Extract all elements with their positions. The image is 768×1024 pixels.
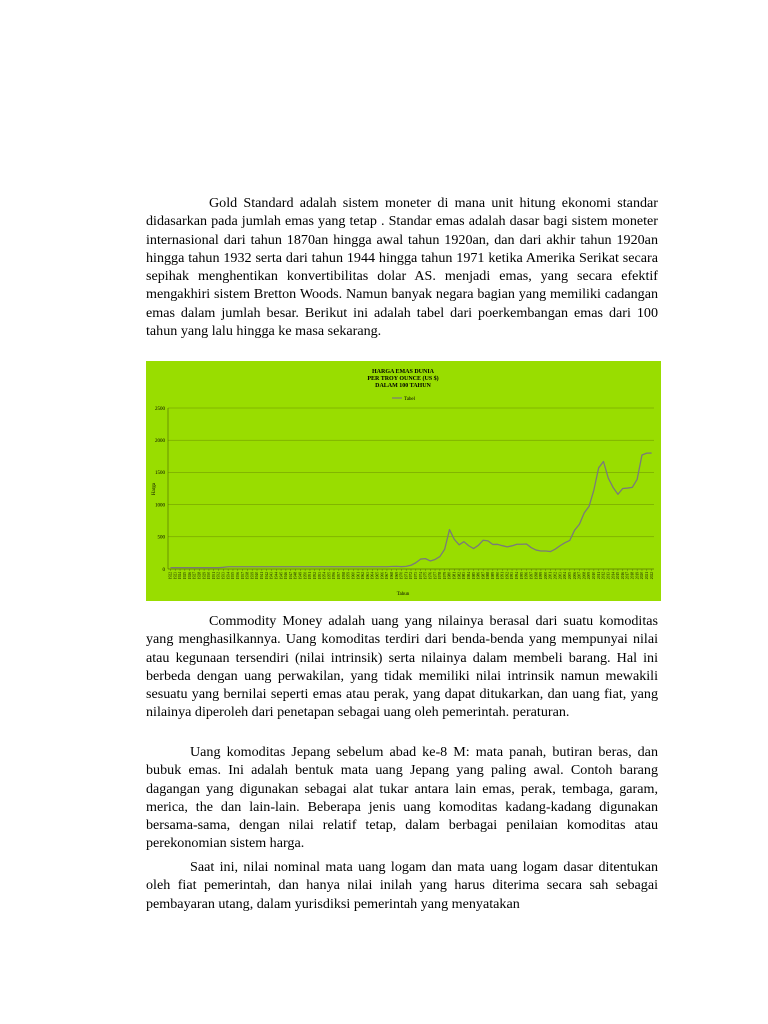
x-tick-label: 1976 [428, 572, 433, 580]
x-tick-label: 1931 [211, 572, 216, 580]
x-tick-label: 2021 [644, 572, 649, 580]
x-tick-label: 1971 [404, 572, 409, 580]
x-tick-label: 1993 [510, 572, 515, 580]
x-tick-label: 1941 [260, 572, 265, 580]
x-tick-label: 1957 [337, 572, 342, 580]
x-tick-label: 1982 [457, 572, 462, 580]
x-tick-label: 1981 [452, 572, 457, 580]
x-tick-label: 1936 [235, 572, 240, 580]
x-tick-label: 2006 [572, 572, 577, 580]
x-tick-label: 2001 [548, 572, 553, 580]
x-tick-label: 1959 [346, 572, 351, 580]
y-tick-label: 1000 [155, 503, 165, 509]
x-tick-label: 1975 [423, 572, 428, 580]
x-tick-label: 1979 [442, 572, 447, 580]
x-tick-label: 1984 [466, 572, 471, 580]
x-tick-label: 1970 [399, 572, 404, 580]
x-tick-label: 1966 [380, 572, 385, 580]
chart-grid [168, 408, 654, 571]
x-tick-label: 2004 [563, 572, 568, 580]
x-tick-label: 2018 [630, 572, 635, 580]
x-tick-label: 1958 [341, 572, 346, 580]
x-tick-label: 2002 [553, 572, 558, 580]
x-tick-label: 1961 [356, 572, 361, 580]
y-tick-label: 500 [157, 535, 165, 541]
paragraph-uang-komoditas-jepang: Uang komoditas Jepang sebelum abad ke-8 M: mata panah, butiran beras, dan bubuk emas. Ini adalah bentuk mata uang Jepang yang paling awal. Contoh barang dagangan yang digunakan sebagai alat tukar antara lain emas, perak, tembaga, garam, merica, the dan lain-lain. Beberapa jenis uang komoditas kadang-kadang digunakan bersama-sama, dengan nilai relatif tetap, dalam berbagai penilaian komoditas atau perekonomian sistem harga. [146, 744, 658, 852]
x-axis-label: Tahun [396, 592, 410, 597]
x-tick-label: 2015 [616, 572, 621, 580]
x-tick-label: 1937 [240, 572, 245, 580]
y-tick-label: 1500 [155, 471, 165, 477]
x-tick-label: 1930 [207, 572, 212, 580]
series-line-harga [170, 453, 651, 568]
x-tick-label: 1999 [539, 572, 544, 580]
x-tick-label: 1953 [317, 572, 322, 580]
chart-title-line-3: DALAM 100 TAHUN [375, 383, 431, 389]
x-tick-label: 1985 [471, 572, 476, 580]
x-tick-label: 1991 [500, 572, 505, 580]
x-tick-label: 2000 [543, 572, 548, 580]
x-tick-label: 1967 [385, 572, 390, 580]
x-tick-label: 1987 [481, 572, 486, 580]
x-tick-label: 1988 [486, 572, 491, 580]
x-tick-label: 2012 [601, 572, 606, 580]
paragraph-gold-standard: Gold Standard adalah sistem moneter di mana unit hitung ekonomi standar didasarkan pada jumlah emas yang tetap . Standar emas adalah dasar bagi sistem moneter internasional dari tahun 1870an hingga awal tahun 1920an, dan dari akhir tahun 1920an hingga tahun 1932 serta dari tahun 1944 hingga tahun 1971 ketika Amerika Serikat secara sepihak menghentikan konvertibilitas dolar AS. menjadi emas, yang secara efektif mengakhiri sistem Bretton Woods. Namun banyak negara bagian yang memiliki cadangan emas dalam jumlah besar. Berikut ini adalah tabel dari poerkembangan emas dari 100 tahun yang lalu hingga ke masa sekarang. [146, 195, 658, 340]
x-tick-label: 1949 [298, 572, 303, 580]
chart-series [170, 453, 651, 568]
x-tick-label: 2016 [620, 572, 625, 580]
paragraph-saat-ini: Saat ini, nilai nominal mata uang logam dan mata uang logam dasar ditentukan oleh fiat pemerintah, dan hanya nilai inilah yang harus diterima secara sah sebagai pembayaran utang, dalam yurisdiksi pemerintah yang menyatakan [146, 859, 658, 912]
x-tick-label: 1929 [202, 572, 207, 580]
x-tick-label: 1990 [495, 572, 500, 580]
x-tick-label: 1940 [255, 572, 260, 580]
x-tick-label: 2010 [592, 572, 597, 580]
x-tick-label: 1927 [192, 572, 197, 580]
x-tick-label: 1939 [250, 572, 255, 580]
x-tick-label: 1974 [418, 572, 423, 580]
y-axis-label: Harga [152, 482, 157, 496]
x-tick-label: 1983 [462, 572, 467, 580]
paragraph-commodity-money: Commodity Money adalah uang yang nilainya berasal dari suatu komoditas yang menghasilkannya. Uang komoditas terdiri dari benda-benda yang mempunyai nilai atau kegunaan tersendiri (nilai intrinsik) serta nilainya dalam membeli barang. Hal ini berbeda dengan uang perwakilan, yang tidak memiliki nilai intrinsik namun mewakili sesuatu yang bernilai seperti emas atau perak, yang dapat ditukarkan, dan uang fiat, yang nilainya diperoleh dari penetapan sebagai uang oleh pemerintah. peraturan. [146, 613, 658, 721]
chart-title-line-1: HARGA EMAS DUNIA [371, 369, 435, 375]
x-tick-label: 1922 [168, 572, 173, 580]
x-tick-label: 1950 [303, 572, 308, 580]
x-tick-label: 1947 [288, 572, 293, 580]
x-tick-label: 2020 [640, 572, 645, 580]
x-tick-label: 2009 [587, 572, 592, 580]
x-tick-label: 1943 [269, 572, 274, 580]
x-tick-label: 1972 [409, 572, 414, 580]
x-tick-label: 1935 [231, 572, 236, 580]
x-tick-label: 2019 [635, 572, 640, 580]
x-tick-label: 1998 [534, 572, 539, 580]
x-tick-label: 1996 [524, 572, 529, 580]
y-tick-label: 2000 [155, 439, 165, 444]
x-tick-label: 1938 [245, 572, 250, 580]
x-tick-label: 1923 [173, 572, 178, 580]
x-tick-label: 1945 [279, 572, 284, 580]
x-tick-label: 2011 [596, 572, 601, 580]
x-tick-label: 1980 [447, 572, 452, 580]
chart-title-line-2: PER TROY OUNCE (US $) [367, 376, 439, 382]
x-tick-label: 1989 [491, 572, 496, 580]
x-tick-label: 2017 [625, 572, 630, 580]
y-tick-label: 0 [162, 567, 165, 573]
x-tick-label: 1951 [308, 572, 313, 580]
x-tick-label: 1944 [274, 572, 279, 580]
y-tick-label: 2500 [155, 406, 165, 412]
x-tick-label: 1978 [438, 572, 443, 580]
x-tick-label: 1992 [505, 572, 510, 580]
x-tick-label: 2007 [577, 572, 582, 580]
x-tick-label: 1924 [178, 572, 183, 580]
x-tick-label: 2008 [582, 572, 587, 580]
x-tick-label: 1942 [264, 572, 269, 580]
x-tick-label: 2005 [567, 572, 572, 580]
x-tick-label: 1952 [312, 572, 317, 580]
x-tick-label: 1986 [476, 572, 481, 580]
x-tick-label: 1964 [370, 572, 375, 580]
x-tick-label: 2014 [611, 572, 616, 580]
x-tick-label: 1997 [529, 572, 534, 580]
x-tick-label: 1934 [226, 572, 231, 580]
legend-label: Tabel [404, 397, 416, 402]
x-tick-label: 1969 [394, 572, 399, 580]
x-tick-label: 1968 [389, 572, 394, 580]
x-tick-label: 1963 [365, 572, 370, 580]
x-tick-labels [169, 572, 654, 579]
x-tick-label: 1994 [515, 572, 520, 580]
x-tick-label: 2003 [558, 572, 563, 580]
x-tick-label: 1956 [332, 572, 337, 580]
x-tick-label: 1995 [519, 572, 524, 580]
x-tick-label: 2013 [606, 572, 611, 580]
gold-price-chart [146, 361, 661, 601]
x-tick-label: 1955 [327, 572, 332, 580]
x-tick-label: 2022 [649, 572, 654, 580]
x-tick-label: 1977 [433, 572, 438, 580]
x-tick-label: 1973 [414, 572, 419, 580]
x-tick-label: 1932 [216, 572, 221, 580]
x-tick-label: 1926 [187, 572, 192, 580]
x-tick-label: 1925 [183, 572, 188, 580]
x-tick-label: 1960 [351, 572, 356, 580]
x-tick-label: 1948 [293, 572, 298, 580]
x-tick-label: 1928 [197, 572, 202, 580]
x-tick-label: 1962 [361, 572, 366, 580]
chart-svg [146, 361, 661, 601]
x-tick-label: 1954 [322, 572, 327, 580]
x-tick-label: 1946 [284, 572, 289, 580]
x-tick-label: 1933 [221, 572, 226, 580]
x-tick-label: 1965 [375, 572, 380, 580]
